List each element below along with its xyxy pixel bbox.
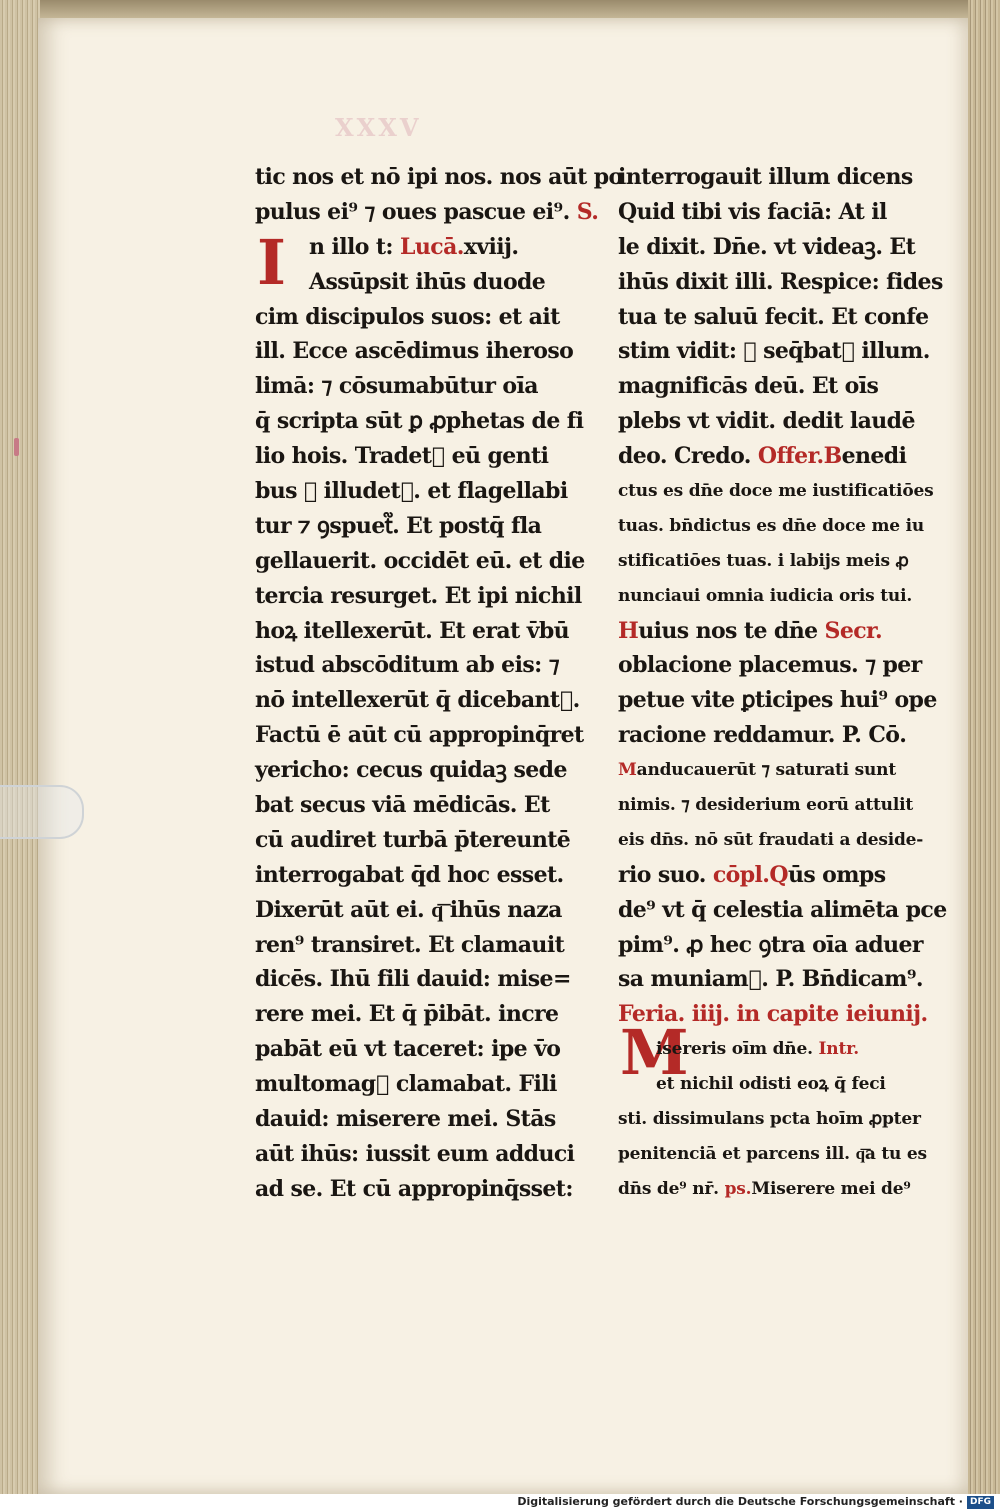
line-text: le dixit. Dn̄e. vt videaꝫ. Et <box>618 233 916 260</box>
book-edge-right <box>968 0 1000 1494</box>
line-text: enedi <box>841 443 907 470</box>
line-text: dauid: miserere mei. Stās <box>255 1106 556 1133</box>
line-text: de⁹ vt q̄ celestia alimēta pce <box>618 896 947 923</box>
left-text-line <box>255 718 584 753</box>
left-text-column <box>255 160 623 1207</box>
right-text-line <box>618 195 928 230</box>
line-text: isereris oīm dn̄e. <box>656 1039 813 1060</box>
line-text: yericho: cecus quidaꝫ sede <box>255 757 567 784</box>
line-text: limā: ⁊ cōsumabūtur oīa <box>255 373 538 400</box>
left-text-line <box>255 1102 563 1137</box>
left-text-line <box>255 893 563 928</box>
line-text: oblacione placemus. ⁊ per <box>618 652 922 679</box>
rubric-initial: H <box>618 617 639 644</box>
line-text: ctus es dn̄e doce me iustificatiōes <box>618 481 934 502</box>
line-text: anducauerūt ⁊ saturati sunt <box>636 760 896 781</box>
rubric-text: Intr. <box>818 1039 860 1060</box>
left-text-line <box>255 1137 575 1172</box>
left-text-line <box>255 544 585 579</box>
left-text-line <box>255 369 563 404</box>
line-text: cim discipulos suos: et ait <box>255 303 560 330</box>
rubric-initial: B <box>823 443 842 470</box>
right-text-line <box>618 823 928 858</box>
dfg-logo: DFG <box>967 1496 994 1509</box>
line-text: interrogabat q̄d hoc esset. <box>255 861 564 888</box>
line-text: tuas. bn̄dictus es dn̄e doce me iu <box>618 515 925 536</box>
line-text: magnificās deū. Et oīs <box>618 373 879 400</box>
paper-clip <box>0 785 84 839</box>
right-text-line <box>618 718 928 753</box>
rubric-text: ps. <box>724 1178 752 1199</box>
rubric-text: Secr. <box>824 617 883 644</box>
right-text-line <box>618 300 928 335</box>
right-text-line <box>618 544 928 579</box>
right-text-line <box>618 648 928 683</box>
line-text: ad se. Et cū appropinq̄sset: <box>255 1175 573 1202</box>
right-text-line <box>618 369 928 404</box>
rubric-text: Offer. <box>757 443 824 470</box>
right-text-line <box>618 439 928 474</box>
line-text: cū audiret turbā p̄tereuntē <box>255 826 571 853</box>
line-text: ren⁹ transiret. Et clamauit <box>255 931 565 958</box>
right-text-line <box>618 230 928 265</box>
line-text: ūs omps <box>787 861 886 888</box>
right-text-line <box>618 893 947 928</box>
rubric-text: cōpl. <box>712 861 770 888</box>
right-text-line <box>618 1102 928 1137</box>
left-text-line <box>255 1032 563 1067</box>
right-text-line <box>618 788 928 823</box>
line-text: tua te saluū fecit. Et confe <box>618 303 929 330</box>
left-text-line <box>255 160 623 195</box>
left-text-line <box>255 579 582 614</box>
left-text-line <box>255 788 563 823</box>
left-text-line <box>255 614 570 649</box>
line-text: sa muniam᷑. P. Bn̄dicam⁹. <box>618 966 923 993</box>
right-text-line <box>618 1137 928 1172</box>
right-drop-initial: M <box>620 1016 689 1089</box>
left-text-line <box>255 858 563 893</box>
right-text-line <box>618 753 928 788</box>
line-text: plebs vt vidit. dedit laudē <box>618 408 915 435</box>
left-text-line <box>255 1067 563 1102</box>
rubric-initial: M <box>618 760 637 781</box>
line-text: Dixerūt aūt ei. q͞ ihūs naza <box>255 896 562 923</box>
left-text-line <box>255 962 571 997</box>
line-text: Miserere mei de⁹ <box>751 1178 911 1199</box>
line-text: hoꝝ itellexerūt. Et erat v̄bū <box>255 617 570 644</box>
line-text: bus ⁊ illudet᷑. et flagellabi <box>255 478 568 505</box>
right-text-line <box>618 579 928 614</box>
right-text-line <box>618 509 928 544</box>
rubric-initial: Q <box>769 861 788 888</box>
line-text: rere mei. Et q̄ p̄ibāt. incre <box>255 1001 559 1028</box>
right-text-line <box>618 404 928 439</box>
right-text-line <box>618 265 943 300</box>
page-top-edge <box>0 0 1000 20</box>
line-text: nimis. ⁊ desiderium eorū attulit <box>618 795 913 816</box>
rubric-text: Feria. iiij. in capite ieiunij. <box>618 1001 928 1028</box>
line-text: dicēs. Ihū fili dauid: mise= <box>255 966 571 993</box>
line-text: ill. Ecce ascēdimus iheroso <box>255 338 574 365</box>
left-text-line <box>255 300 563 335</box>
line-text: sti. dissimulans pcta hoīm ꝓpter <box>618 1109 921 1130</box>
left-text-line <box>255 928 563 963</box>
left-text-line <box>255 230 563 265</box>
line-text: Quid tibi vis faciā: At il <box>618 198 887 225</box>
right-text-line <box>618 997 928 1032</box>
left-text-line <box>255 648 563 683</box>
left-text-line <box>255 823 571 858</box>
line-text: lio hois. Tradet᷑ eū genti <box>255 443 549 470</box>
left-text-line <box>255 195 599 230</box>
right-text-line <box>618 1032 928 1067</box>
line-text: rio suo. <box>618 861 706 888</box>
left-text-line <box>255 753 567 788</box>
line-text: Factū ē aūt cū appropinq̄ret <box>255 722 584 749</box>
right-text-column <box>618 160 947 1207</box>
line-text: dn̄s de⁹ nr̄. <box>618 1178 719 1199</box>
line-text: interrogauit illum dicens <box>618 164 913 190</box>
line-text: Assūpsit ihūs duode <box>309 268 546 295</box>
line-text: nō intellexerūt q̄ dicebant᷑. <box>255 687 580 714</box>
right-text-line <box>618 474 934 509</box>
line-text: et nichil odisti eoꝝ q̄ feci <box>656 1074 886 1095</box>
book-edge-left <box>0 0 40 1494</box>
footer-credit <box>517 1494 994 1510</box>
line-text: stim vidit: ⁊ seq̄bat᷑ illum. <box>618 338 930 365</box>
line-text: xviij. <box>463 233 519 260</box>
line-text: ihūs dixit illi. Respice: fides <box>618 268 943 295</box>
right-text-line <box>618 614 928 649</box>
line-text: nunciaui omnia iudicia oris tui. <box>618 585 913 606</box>
footer-text: Digitalisierung gefördert durch die Deutsche Forschungsgemeinschaft · <box>517 1495 963 1508</box>
left-drop-initial: I <box>257 226 287 299</box>
rubric-text: Lucā. <box>400 233 464 260</box>
page-marker <box>14 438 19 456</box>
line-text: n illo t: <box>309 233 401 260</box>
right-text-line <box>618 858 928 893</box>
line-text: tur ⁊ ꝯspuet᷑. Et postq̄ fla <box>255 512 542 539</box>
left-text-line <box>255 1172 573 1207</box>
line-text: multomag᷑ clamabat. Fili <box>255 1071 557 1098</box>
right-text-line <box>618 928 928 963</box>
line-text: pulus ei⁹ ⁊ oues pascue ei⁹. <box>255 198 570 225</box>
left-text-line <box>255 509 563 544</box>
right-text-line <box>618 1172 928 1207</box>
line-text: stificatiōes tuas. i labijs meis ꝓ <box>618 550 909 571</box>
left-text-line <box>255 474 568 509</box>
line-text: gellauerit. occidēt eū. et die <box>255 547 585 574</box>
left-text-line <box>255 439 563 474</box>
line-text: bat secus viā mēdicās. Et <box>255 792 550 819</box>
line-text: deo. Credo. <box>618 443 751 470</box>
left-text-line <box>255 683 580 718</box>
line-text: penitenciā et parcens ill. q͞a tu es <box>618 1143 927 1164</box>
line-text: petue vite ꝑticipes hui⁹ ope <box>618 687 937 714</box>
line-text: tercia resurget. Et ipi nichil <box>255 582 582 609</box>
line-text: q̄ scripta sūt ꝑ ꝓphetas de fi <box>255 408 584 435</box>
right-text-line <box>618 1067 928 1102</box>
right-text-line <box>618 160 928 195</box>
folio-number: XXXV <box>335 113 422 142</box>
line-text: aūt ihūs: iussit eum adduci <box>255 1140 575 1167</box>
right-text-line <box>618 334 928 369</box>
left-text-line <box>255 334 574 369</box>
line-text: uius nos te dn̄e <box>638 617 825 644</box>
left-text-line <box>255 997 563 1032</box>
line-text: istud abscōditum ab eis: ⁊ <box>255 652 560 679</box>
line-text: racione reddamur. P. Cō. <box>618 722 907 749</box>
line-text: pim⁹. ꝓ hec ꝯtra oīa aduer <box>618 931 923 958</box>
right-text-line <box>618 962 928 997</box>
line-text: pabāt eū vt taceret: ipe v̄o <box>255 1036 561 1063</box>
right-text-line <box>618 683 937 718</box>
line-text: eis dn̄s. nō sūt fraudati a deside- <box>618 829 924 850</box>
left-text-line <box>255 265 563 300</box>
rubric-text: S. <box>576 198 599 225</box>
line-text: tic nos et nō ipi nos. nos aūt po <box>255 164 623 190</box>
left-text-line <box>255 404 584 439</box>
